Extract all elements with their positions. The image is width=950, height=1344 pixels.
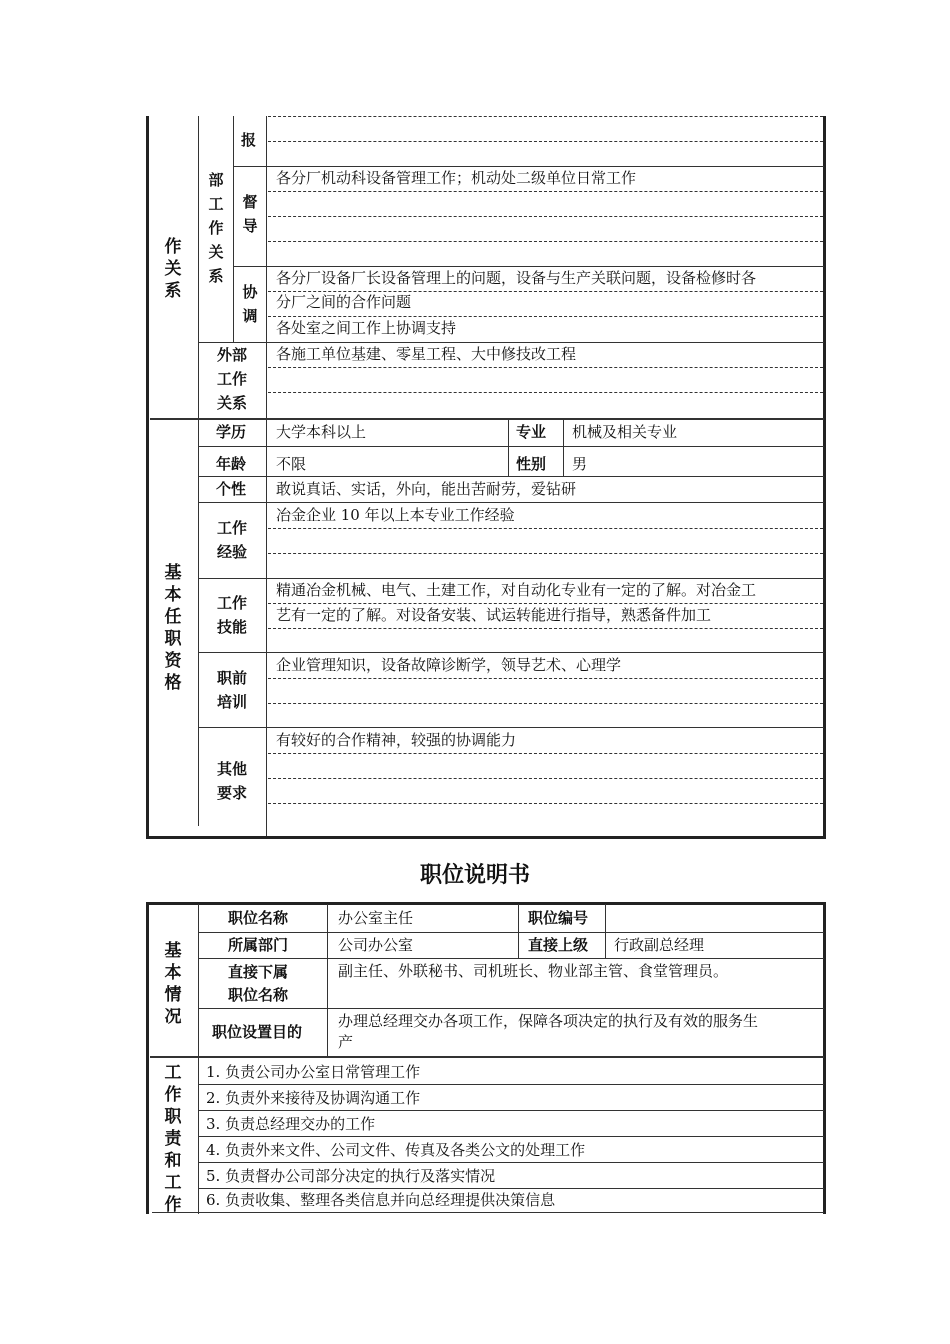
qualifications-label: 基本任职资格 [164, 563, 182, 693]
coordinate-text-2: 分厂之间的合作问题 [276, 293, 412, 311]
internal-relations-label: 部工作关系 [208, 171, 224, 285]
row-divider [198, 652, 824, 653]
skills-value-1: 精通冶金机械、电气、土建工作，对自动化专业有一定的了解。对冶金工 [276, 581, 757, 599]
dash-rule [268, 141, 823, 142]
dash-rule [268, 241, 823, 242]
dash-rule [268, 316, 823, 317]
dash-rule [268, 367, 823, 368]
position-name-label: 职位名称 [228, 909, 289, 927]
supervise-text: 各分厂机动科设备管理工作；机动处二级单位日常工作 [276, 169, 637, 187]
other-requirements-label: 其他要求 [216, 760, 247, 802]
dash-rule [268, 703, 823, 704]
major-value: 机械及相关专业 [572, 423, 678, 441]
dash-rule [268, 803, 823, 804]
coordinate-label: 协调 [242, 283, 258, 325]
department-label: 所属部门 [228, 936, 289, 954]
duties-label: 工作职责和工作 [164, 1063, 182, 1215]
position-name-value: 办公室主任 [338, 909, 414, 927]
row-divider [233, 266, 824, 267]
row-divider [198, 342, 824, 343]
col-divider [563, 418, 564, 476]
row-divider [198, 958, 824, 959]
subordinates-label-1: 直接下属 [228, 963, 289, 981]
dash-rule [268, 216, 823, 217]
col-divider [327, 904, 328, 1056]
section-divider [150, 1056, 824, 1058]
dash-rule [268, 603, 823, 604]
personality-label: 个性 [216, 480, 247, 498]
row-divider [198, 476, 824, 477]
age-value: 不限 [276, 455, 307, 473]
supervise-label: 督导 [242, 193, 258, 235]
row-divider [198, 502, 824, 503]
duty-item: 3. 负责总经理交办的工作 [206, 1115, 376, 1133]
row-divider [198, 1162, 824, 1163]
dash-rule [268, 678, 823, 679]
dash-rule [268, 553, 823, 554]
age-label: 年龄 [216, 455, 247, 473]
dash-rule [268, 191, 823, 192]
purpose-value-1: 办理总经理交办各项工作，保障各项决定的执行及有效的服务生 [338, 1012, 759, 1030]
table-right-border [823, 116, 826, 838]
section-divider [150, 418, 824, 420]
external-relations-label: 外部工作关系 [216, 346, 247, 412]
subordinates-label-2: 职位名称 [228, 986, 289, 1004]
dash-rule [268, 753, 823, 754]
purpose-label: 职位设置目的 [212, 1023, 303, 1041]
row-divider [233, 166, 824, 167]
experience-value: 冶金企业 10 年以上本专业工作经验 [276, 506, 515, 524]
col-divider [508, 418, 509, 476]
document-title: 职位说明书 [419, 863, 530, 888]
duty-item: 2. 负责外来接待及协调沟通工作 [206, 1089, 421, 1107]
row-divider [198, 1136, 824, 1137]
superior-value: 行政副总经理 [614, 936, 705, 954]
table-left-border [146, 116, 149, 838]
col-divider [233, 116, 234, 342]
gender-label: 性别 [516, 455, 547, 473]
coordinate-text-1: 各分厂设备厂长设备管理上的问题，设备与生产关联问题，设备检修时各 [276, 269, 757, 287]
department-value: 公司办公室 [338, 936, 414, 954]
position-code-label: 职位编号 [528, 909, 589, 927]
table-left-border [146, 902, 149, 1214]
row-divider [198, 1084, 824, 1085]
purpose-value-2: 产 [338, 1033, 354, 1051]
duty-item: 1. 负责公司办公室日常管理工作 [206, 1063, 421, 1081]
table-right-border [823, 902, 826, 1214]
dash-rule [268, 628, 823, 629]
col-divider [198, 116, 199, 826]
duty-item: 4. 负责外来文件、公司文件、传真及各类公文的处理工作 [206, 1141, 586, 1159]
training-value: 企业管理知识，设备故障诊断学，领导艺术、心理学 [276, 656, 622, 674]
education-value: 大学本科以上 [276, 423, 367, 441]
col-divider [518, 904, 519, 958]
row-divider [198, 1008, 824, 1009]
dash-rule [268, 778, 823, 779]
dash-rule [268, 392, 823, 393]
table-top-border [146, 902, 826, 905]
row-divider [198, 1110, 824, 1111]
training-label: 职前培训 [216, 669, 247, 711]
dash-rule [268, 116, 823, 117]
work-relations-label: 作关系 [164, 237, 182, 301]
gender-value: 男 [572, 455, 588, 473]
dash-rule [268, 528, 823, 529]
subordinates-value: 副主任、外联秘书、司机班长、物业部主管、食堂管理员。 [338, 962, 729, 980]
row-divider [198, 1188, 824, 1189]
col-divider [198, 904, 199, 1214]
row-divider [198, 932, 824, 933]
personality-value: 敢说真话、实话，外向，能出苦耐劳，爱钻研 [276, 480, 577, 498]
row-divider [198, 578, 824, 579]
basic-info-label: 基本情况 [164, 941, 182, 1027]
major-label: 专业 [516, 423, 547, 441]
row-divider [198, 446, 824, 447]
col-divider [605, 904, 606, 958]
experience-label: 工作经验 [216, 519, 247, 561]
row-divider [198, 727, 824, 728]
duty-item: 5. 负责督办公司部分决定的执行及落实情况 [206, 1167, 496, 1185]
other-requirements-value: 有较好的合作精神，较强的协调能力 [276, 731, 517, 749]
external-text: 各施工单位基建、零星工程、大中修技改工程 [276, 345, 577, 363]
education-label: 学历 [216, 423, 247, 441]
skills-label: 工作技能 [216, 594, 247, 636]
report-label: 报 [241, 131, 257, 149]
skills-value-2: 艺有一定的了解。对设备安装、试运转能进行指导，熟悉备件加工 [276, 606, 712, 624]
coordinate-text-3: 各处室之间工作上协调支持 [276, 319, 457, 337]
superior-label: 直接上级 [528, 936, 589, 954]
duty-item: 6. 负责收集、整理各类信息并向总经理提供决策信息 [206, 1191, 556, 1209]
table-bottom-border [146, 836, 826, 839]
row-divider [152, 1212, 824, 1213]
